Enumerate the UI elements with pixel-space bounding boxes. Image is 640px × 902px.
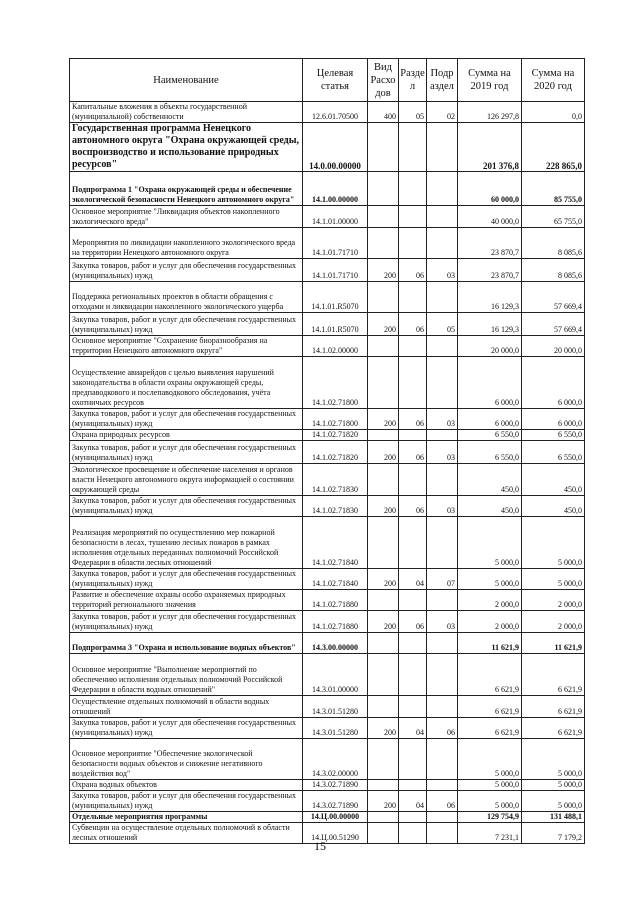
row-subsection: 07 (427, 569, 458, 590)
table-row (70, 228, 585, 259)
row-subsection (427, 654, 458, 696)
row-target-article: 14.3.02.71890 (303, 780, 368, 791)
row-expense-type (368, 739, 399, 780)
row-target-article: 14.0.00.00000 (303, 123, 368, 172)
row-sum-2020: 5 000,0 (522, 517, 585, 569)
row-subsection (427, 430, 458, 441)
row-sum-2019: 5 000,0 (458, 517, 522, 569)
row-sum-2019: 16 129,3 (458, 282, 522, 313)
table-row (70, 206, 585, 228)
table-row (70, 569, 585, 590)
page-number: 15 (314, 839, 326, 853)
row-subsection: 03 (427, 409, 458, 430)
row-sum-2019: 40 000,0 (458, 206, 522, 228)
row-expense-type (368, 282, 399, 313)
row-sum-2020: 2 000,0 (522, 611, 585, 633)
row-sum-2020: 6 000,0 (522, 357, 585, 409)
row-section: 06 (399, 611, 427, 633)
row-sum-2020: 5 000,0 (522, 569, 585, 590)
row-sum-2019: 60 000,0 (458, 172, 522, 206)
row-section: 06 (399, 409, 427, 430)
row-subsection (427, 739, 458, 780)
row-target-article: 14.1.02.71800 (303, 357, 368, 409)
row-expense-type (368, 654, 399, 696)
header-sum-2019: Сумма на 2019 год (458, 59, 522, 102)
row-expense-type (368, 464, 399, 496)
row-name: Развитие и обеспечение охраны особо охраняемых природных территорий регионального значения (70, 590, 303, 611)
row-subsection (427, 590, 458, 611)
row-target-article: 14.1.02.71880 (303, 611, 368, 633)
row-name: Закупка товаров, работ и услуг для обеспечения государственных (муниципальных) нужд (70, 441, 303, 464)
row-sum-2020: 450,0 (522, 496, 585, 517)
row-target-article: 14.Ц.00.00000 (303, 812, 368, 823)
row-sum-2019: 7 231,1 (458, 823, 522, 844)
row-sum-2019: 5 000,0 (458, 791, 522, 812)
row-section (399, 123, 427, 172)
row-sum-2019: 6 000,0 (458, 357, 522, 409)
row-expense-type (368, 172, 399, 206)
row-expense-type (368, 206, 399, 228)
table-row (70, 517, 585, 569)
table-row (70, 611, 585, 633)
row-sum-2019: 6 621,9 (458, 696, 522, 718)
row-expense-type (368, 696, 399, 718)
row-sum-2019: 6 621,9 (458, 718, 522, 739)
row-name: Поддержка региональных проектов в области обращения с отходами и ликвидации накопленного экологического ущерба (70, 282, 303, 313)
row-name: Экологическое просвещение и обеспечение населения и органов власти Ненецкого автономного округа информацией о состоянии окружающей среды (70, 464, 303, 496)
row-section: 04 (399, 569, 427, 590)
row-subsection: 03 (427, 611, 458, 633)
header-section: Разде л (399, 59, 427, 102)
row-section: 06 (399, 441, 427, 464)
row-sum-2020: 57 669,4 (522, 313, 585, 336)
row-subsection: 02 (427, 102, 458, 123)
table-body (70, 102, 585, 844)
row-expense-type: 200 (368, 569, 399, 590)
table-row (70, 409, 585, 430)
table-row (70, 441, 585, 464)
table-row (70, 123, 585, 172)
row-name: Основное мероприятие "Обеспечение экологической безопасности водных объектов и снижение негативного воздействия вод" (70, 739, 303, 780)
row-expense-type: 200 (368, 313, 399, 336)
row-section (399, 654, 427, 696)
row-name: Основное мероприятие "Ликвидация объектов накопленного экологического вреда" (70, 206, 303, 228)
row-expense-type: 400 (368, 102, 399, 123)
row-section: 05 (399, 102, 427, 123)
row-sum-2020: 5 000,0 (522, 780, 585, 791)
header-row (70, 59, 585, 102)
row-section (399, 228, 427, 259)
row-target-article: 14.1.02.71830 (303, 496, 368, 517)
table-row (70, 259, 585, 282)
row-section (399, 206, 427, 228)
row-section (399, 633, 427, 654)
table-row (70, 696, 585, 718)
row-name: Закупка товаров, работ и услуг для обеспечения государственных (муниципальных) нужд (70, 259, 303, 282)
row-expense-type (368, 123, 399, 172)
row-sum-2020: 2 000,0 (522, 590, 585, 611)
row-sum-2020: 228 865,0 (522, 123, 585, 172)
table-row (70, 357, 585, 409)
row-target-article: 14.Ц.00.51290 (303, 823, 368, 844)
row-name: Охрана водных объектов (70, 780, 303, 791)
header-target-article: Целевая статья (303, 59, 368, 102)
row-sum-2019: 5 000,0 (458, 739, 522, 780)
row-expense-type (368, 430, 399, 441)
row-subsection (427, 812, 458, 823)
row-section (399, 336, 427, 357)
row-sum-2019: 5 000,0 (458, 569, 522, 590)
row-sum-2020: 6 621,9 (522, 654, 585, 696)
row-sum-2020: 0,0 (522, 102, 585, 123)
row-subsection (427, 633, 458, 654)
row-sum-2019: 450,0 (458, 464, 522, 496)
row-name: Основное мероприятие "Выполнение мероприятий по обеспечению исполнения отдельных полномочий Российской Федерации в области водных отношений" (70, 654, 303, 696)
row-sum-2019: 6 000,0 (458, 409, 522, 430)
table-row (70, 430, 585, 441)
row-name: Государственная программа Ненецкого автономного округа "Охрана окружающей среды, воспроизводство и использование природных ресурсов" (70, 123, 303, 172)
row-target-article: 14.1.02.71820 (303, 441, 368, 464)
row-section (399, 739, 427, 780)
row-section: 04 (399, 791, 427, 812)
row-name: Закупка товаров, работ и услуг для обеспечения государственных (муниципальных) нужд (70, 313, 303, 336)
table-row (70, 739, 585, 780)
row-sum-2020: 11 621,9 (522, 633, 585, 654)
row-target-article: 14.3.02.71890 (303, 791, 368, 812)
row-expense-type: 200 (368, 409, 399, 430)
row-section (399, 357, 427, 409)
row-subsection (427, 696, 458, 718)
row-sum-2019: 2 000,0 (458, 611, 522, 633)
row-sum-2020: 6 621,9 (522, 718, 585, 739)
row-target-article: 14.1.02.71840 (303, 517, 368, 569)
row-name: Подпрограмма 1 "Охрана окружающей среды и обеспечение экологической безопасности Ненецкого автономного округа" (70, 172, 303, 206)
row-expense-type (368, 517, 399, 569)
row-target-article: 14.1.02.00000 (303, 336, 368, 357)
row-name: Закупка товаров, работ и услуг для обеспечения государственных (муниципальных) нужд (70, 611, 303, 633)
row-target-article: 14.3.02.00000 (303, 739, 368, 780)
table-row (70, 590, 585, 611)
row-section (399, 590, 427, 611)
row-sum-2020: 450,0 (522, 464, 585, 496)
row-subsection (427, 464, 458, 496)
row-expense-type (368, 780, 399, 791)
row-sum-2019: 16 129,3 (458, 313, 522, 336)
row-section (399, 464, 427, 496)
row-sum-2019: 6 550,0 (458, 430, 522, 441)
row-subsection (427, 282, 458, 313)
row-name: Мероприятия по ликвидации накопленного экологического вреда на территории Ненецкого автономного округа (70, 228, 303, 259)
row-name: Реализация мероприятий по осуществлению мер пожарной безопасности в лесах, тушению лесных пожаров в рамках исполнения отдельных переданных полномочий Российской Федерации в области лесных отношений (70, 517, 303, 569)
row-sum-2020: 6 621,9 (522, 696, 585, 718)
row-expense-type: 200 (368, 791, 399, 812)
row-sum-2020: 8 085,6 (522, 228, 585, 259)
row-target-article: 14.1.02.71880 (303, 590, 368, 611)
row-sum-2019: 129 754,9 (458, 812, 522, 823)
row-subsection (427, 780, 458, 791)
row-name: Закупка товаров, работ и услуг для обеспечения государственных (муниципальных) нужд (70, 496, 303, 517)
row-name: Капитальные вложения в объекты государственной (муниципальной) собственности (70, 102, 303, 123)
row-name: Основное мероприятие "Сохранение биоразнообразия на территории Ненецкого автономного округа" (70, 336, 303, 357)
row-section: 06 (399, 313, 427, 336)
row-target-article: 12.6.01.70500 (303, 102, 368, 123)
table-row (70, 780, 585, 791)
row-sum-2020: 20 000,0 (522, 336, 585, 357)
row-target-article: 14.3.01.51280 (303, 718, 368, 739)
row-name: Отдельные мероприятия программы (70, 812, 303, 823)
row-sum-2020: 5 000,0 (522, 739, 585, 780)
row-sum-2019: 5 000,0 (458, 780, 522, 791)
table-row (70, 172, 585, 206)
row-sum-2020: 131 488,1 (522, 812, 585, 823)
row-section (399, 696, 427, 718)
header-subsection: Подр аздел (427, 59, 458, 102)
row-expense-type: 200 (368, 611, 399, 633)
row-expense-type: 200 (368, 496, 399, 517)
row-subsection: 03 (427, 496, 458, 517)
table-row (70, 464, 585, 496)
row-target-article: 14.1.02.71820 (303, 430, 368, 441)
row-sum-2020: 6 000,0 (522, 409, 585, 430)
row-sum-2019: 201 376,8 (458, 123, 522, 172)
row-target-article: 14.1.01.R5070 (303, 313, 368, 336)
row-sum-2019: 23 870,7 (458, 259, 522, 282)
row-sum-2019: 6 550,0 (458, 441, 522, 464)
row-section (399, 517, 427, 569)
row-target-article: 14.1.02.71840 (303, 569, 368, 590)
row-sum-2020: 65 755,0 (522, 206, 585, 228)
row-section: 06 (399, 259, 427, 282)
row-name: Субвенции на осуществление отдельных полномочий в области лесных отношений (70, 823, 303, 844)
row-expense-type (368, 336, 399, 357)
header-name: Наименование (70, 59, 303, 102)
table-row (70, 282, 585, 313)
row-name: Охрана природных ресурсов (70, 430, 303, 441)
row-section (399, 812, 427, 823)
row-expense-type: 200 (368, 718, 399, 739)
row-sum-2019: 6 621,9 (458, 654, 522, 696)
row-subsection (427, 228, 458, 259)
row-name: Осуществление авиарейдов с целью выявления нарушений законодательства в области охраны окружающей среды, предпаводкового и послепаводкового обследования, учёта охотничьих ресурсов (70, 357, 303, 409)
row-subsection: 06 (427, 791, 458, 812)
row-subsection (427, 517, 458, 569)
row-section (399, 282, 427, 313)
row-sum-2019: 23 870,7 (458, 228, 522, 259)
row-target-article: 14.1.00.00000 (303, 172, 368, 206)
table-row (70, 633, 585, 654)
row-subsection: 03 (427, 441, 458, 464)
table-row (70, 812, 585, 823)
row-name: Осуществление отдельных полномочий в области водных отношений (70, 696, 303, 718)
table-row (70, 496, 585, 517)
row-name: Подпрограмма 3 "Охрана и использование водных объектов" (70, 633, 303, 654)
row-sum-2020: 8 085,6 (522, 259, 585, 282)
row-sum-2019: 11 621,9 (458, 633, 522, 654)
row-expense-type: 200 (368, 441, 399, 464)
row-target-article: 14.1.01.R5070 (303, 282, 368, 313)
budget-table (69, 58, 585, 844)
row-section (399, 780, 427, 791)
row-expense-type (368, 633, 399, 654)
table-row (70, 791, 585, 812)
row-name: Закупка товаров, работ и услуг для обеспечения государственных (муниципальных) нужд (70, 718, 303, 739)
row-sum-2019: 20 000,0 (458, 336, 522, 357)
row-subsection: 06 (427, 718, 458, 739)
row-target-article: 14.1.01.71710 (303, 259, 368, 282)
row-subsection (427, 172, 458, 206)
row-subsection: 03 (427, 259, 458, 282)
row-section: 06 (399, 496, 427, 517)
row-sum-2020: 7 179,2 (522, 823, 585, 844)
row-sum-2020: 57 669,4 (522, 282, 585, 313)
row-target-article: 14.1.02.71800 (303, 409, 368, 430)
row-name: Закупка товаров, работ и услуг для обеспечения государственных (муниципальных) нужд (70, 791, 303, 812)
row-target-article: 14.3.01.00000 (303, 654, 368, 696)
row-name: Закупка товаров, работ и услуг для обеспечения государственных (муниципальных) нужд (70, 409, 303, 430)
header-expense-type: Вид Расхо дов (368, 59, 399, 102)
row-subsection (427, 336, 458, 357)
row-sum-2019: 450,0 (458, 496, 522, 517)
row-expense-type: 200 (368, 259, 399, 282)
row-target-article: 14.1.02.71830 (303, 464, 368, 496)
row-sum-2020: 6 550,0 (522, 441, 585, 464)
row-expense-type (368, 228, 399, 259)
row-subsection: 05 (427, 313, 458, 336)
row-name: Закупка товаров, работ и услуг для обеспечения государственных (муниципальных) нужд (70, 569, 303, 590)
row-subsection (427, 357, 458, 409)
row-section: 04 (399, 718, 427, 739)
table-row (70, 654, 585, 696)
row-subsection (427, 123, 458, 172)
row-section (399, 172, 427, 206)
table-row (70, 718, 585, 739)
row-sum-2020: 5 000,0 (522, 791, 585, 812)
row-subsection (427, 206, 458, 228)
row-sum-2020: 6 550,0 (522, 430, 585, 441)
row-sum-2019: 126 297,8 (458, 102, 522, 123)
row-sum-2019: 2 000,0 (458, 590, 522, 611)
table-row (70, 313, 585, 336)
table-row (70, 336, 585, 357)
row-expense-type (368, 812, 399, 823)
row-expense-type (368, 590, 399, 611)
header-sum-2020: Сумма на 2020 год (522, 59, 585, 102)
row-sum-2020: 85 755,0 (522, 172, 585, 206)
row-expense-type (368, 357, 399, 409)
row-target-article: 14.3.00.00000 (303, 633, 368, 654)
row-target-article: 14.1.01.00000 (303, 206, 368, 228)
table-row (70, 102, 585, 123)
row-target-article: 14.1.01.71710 (303, 228, 368, 259)
row-target-article: 14.3.01.51280 (303, 696, 368, 718)
row-section (399, 430, 427, 441)
